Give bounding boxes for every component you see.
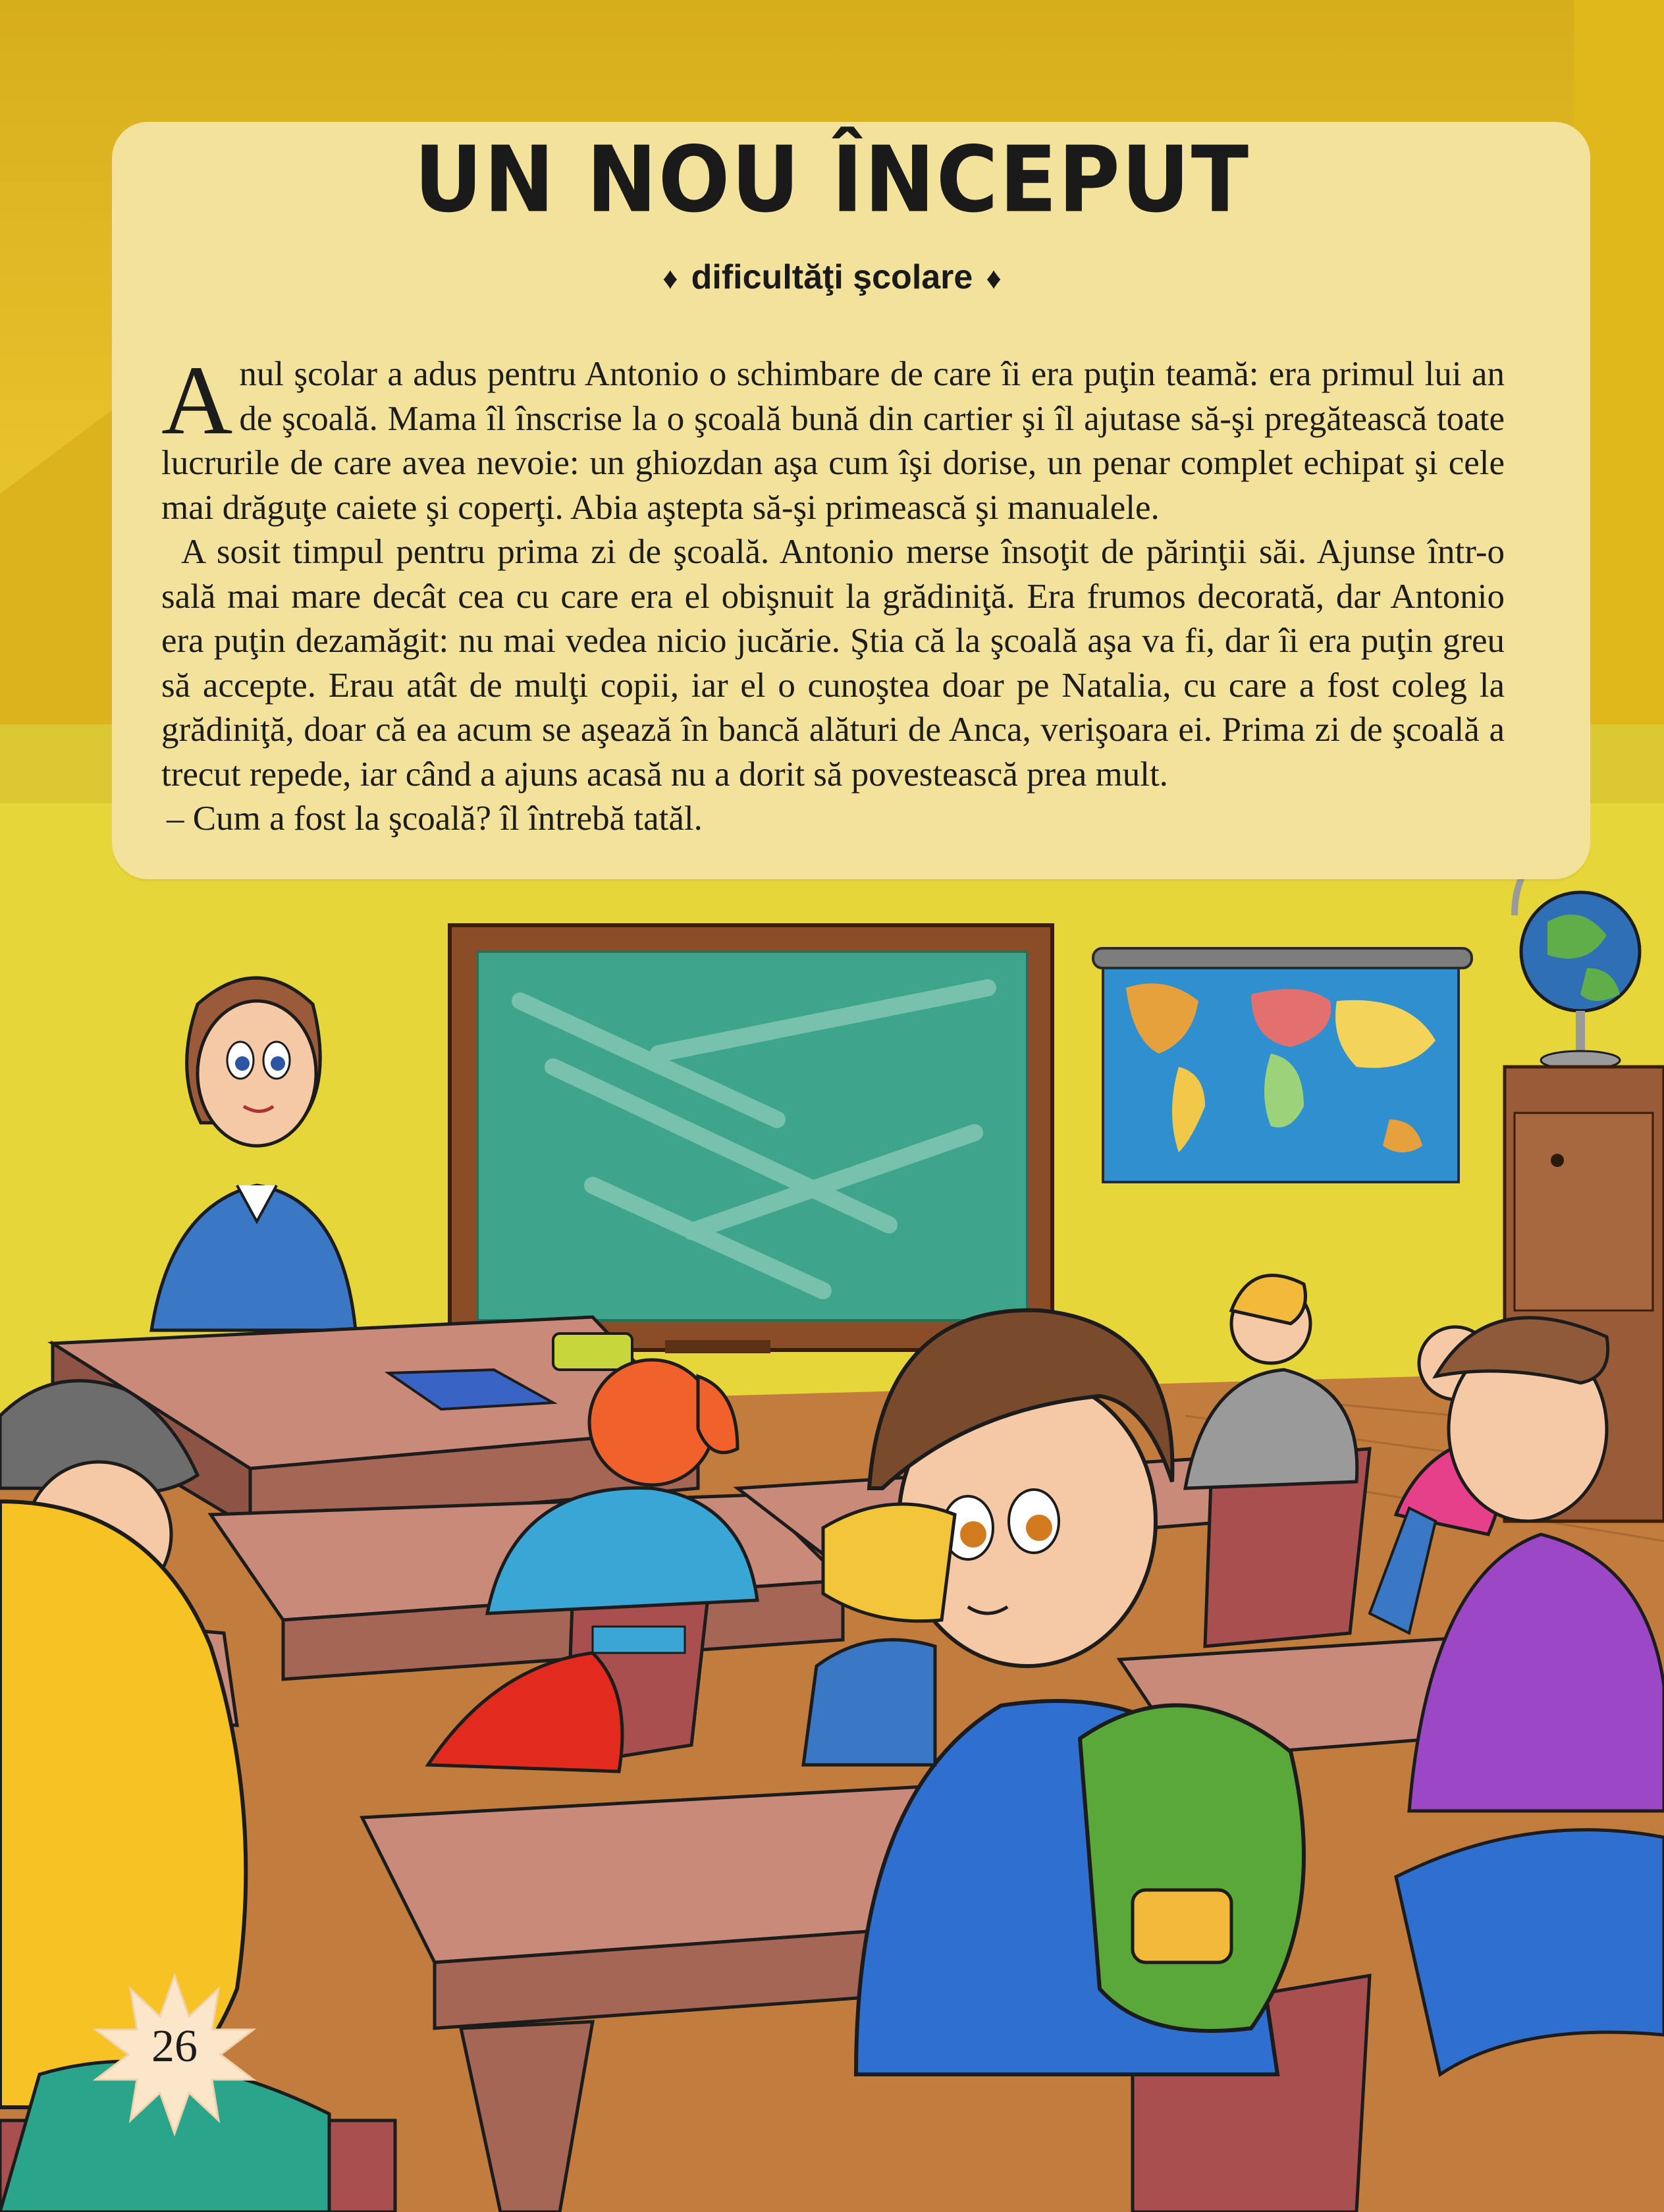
classroom-illustration xyxy=(0,724,1664,2212)
sponge-icon xyxy=(553,1334,632,1370)
story-paragraph-2: A sosit timpul pentru prima zi de şcoală. Antonio merse însoţit de părinţii săi. Ajunse într-o sală mai mare decât cea cu care era el obişnuit la grădiniţă. Era frumos decorată, dar Antonio era puţin dezamăgit: nu mai vedea nicio jucărie. Ştia că la şcoală aşa va fi, dar îi era puţin greu să accepte. Erau atât de mulţi copii, iar el o cunoştea doar pe Natalia, cu care a fost coleg la grădiniţă, doar că ea acum se aşează în bancă alături de Anca, verişoara ei. Prima zi de şcoală a trecut repede, iar când a ajuns acasă nu a dorit să povestească prea mult. xyxy=(161,533,1505,794)
chalkboard xyxy=(450,925,1052,1353)
page-number-badge xyxy=(105,1972,244,2111)
story-body xyxy=(161,346,1505,842)
diamond-left-icon: ♦ xyxy=(662,261,678,295)
drop-cap: A xyxy=(161,346,233,455)
page-number: 26 xyxy=(151,2021,198,2072)
page-subtitle xyxy=(0,260,1664,294)
subtitle-text: dificultăţi şcolare xyxy=(691,258,973,296)
page-title: UN NOU ÎNCEPUT xyxy=(414,127,1250,233)
story-paragraph-1 xyxy=(161,346,1505,530)
diamond-right-icon: ♦ xyxy=(986,261,1002,295)
story-paragraph-1-text: nul şcolar a adus pentru Antonio o schimbare de care îi era puţin teamă: era primul lui an de şcoală. Mama îl înscrise la o şcoală bună din cartier şi îl ajutase să-şi pregătească toate lucrurile de care avea nevoie: un ghiozdan aşa cum îşi dorise, un penar complet echipat şi cele mai drăguţe caiete şi coperţi. Abia aştepta să-şi primească şi manualele. xyxy=(161,355,1505,527)
world-map xyxy=(1093,948,1472,1182)
story-dialog-line: – Cum a fost la şcoală? îl întrebă tatăl. xyxy=(167,799,703,838)
